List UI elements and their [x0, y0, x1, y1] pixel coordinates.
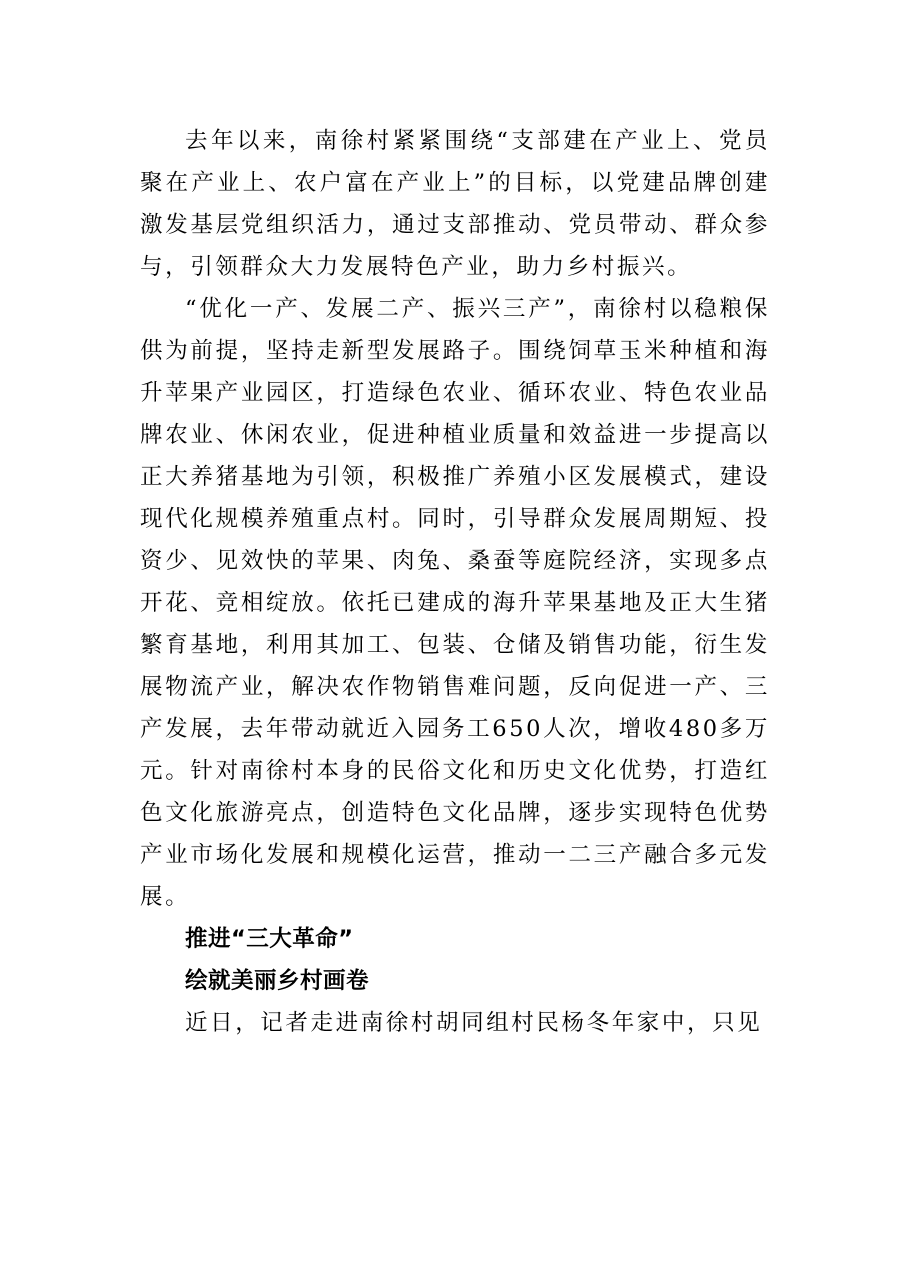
section-heading-line-2: 绘就美丽乡村画卷 — [185, 968, 370, 994]
document-page — [140, 120, 770, 1044]
section-heading-line-1: 推进“三大革命” — [185, 926, 354, 952]
paragraph-village-visit: 近日，记者走进南徐村胡同组村民杨冬年家中，只见 — [185, 1010, 763, 1036]
paragraph-party-building: 去年以来，南徐村紧紧围绕“支部建在产业上、党员聚在产业上、农户富在产业上”的目标，以党建品牌创建激发基层党组织活力，通过支部推动、党员带动、群众参与，引领群众大力发展特色产业，助力乡村振兴。 — [140, 128, 770, 280]
paragraph-industry-development: “优化一产、发展二产、振兴三产”，南徐村以稳粮保供为前提，坚持走新型发展路子。围绕饲草玉米种植和海升苹果产业园区，打造绿色农业、循环农业、特色农业品牌农业、休闲农业，促进种植业质量和效益进一步提高以正大养猪基地为引领，积极推广养殖小区发展模式，建设现代化规模养殖重点村。同时，引导群众发展周期短、投资少、见效快的苹果、肉兔、桑蚕等庭院经济，实现多点开花、竞相绽放。依托已建成的海升苹果基地及正大生猪繁育基地，利用其加工、包装、仓储及销售功能，衍生发展物流产业，解决农作物销售难问题，反向促进一产、三产发展，去年带动就近入园务工650人次，增收480多万元。针对南徐村本身的民俗文化和历史文化优势，打造红色文化旅游亮点，创造特色文化品牌，逐步实现特色优势产业市场化发展和规模化运营，推动一二三产融合多元发展。 — [140, 296, 770, 910]
